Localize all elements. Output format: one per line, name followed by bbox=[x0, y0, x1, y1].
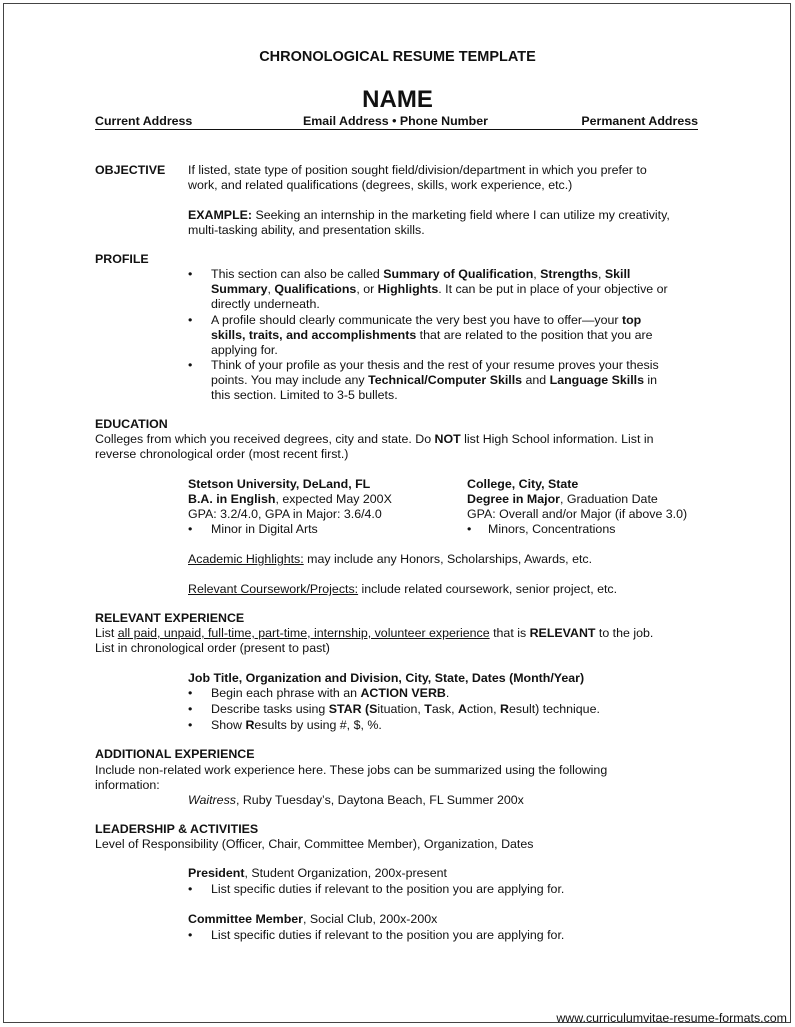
relevant-coursework: Relevant Coursework/Projects: include related coursework, senior project, etc. bbox=[188, 582, 618, 596]
objective-line: work, and related qualifications (degrees, skills, work experience, etc.) bbox=[188, 178, 573, 192]
school-right: College, City, State bbox=[467, 477, 579, 491]
additional-job: Waitress, Ruby Tuesday’s, Daytona Beach, FL Summer 200x bbox=[188, 793, 524, 807]
leadership-bullet-text: List specific duties if relevant to the position you are applying for. bbox=[211, 882, 565, 896]
leadership-role: Committee Member, Social Club, 200x-200x bbox=[188, 912, 438, 926]
bullet-icon: • bbox=[467, 522, 472, 536]
additional-experience-heading: ADDITIONAL EXPERIENCE bbox=[95, 747, 255, 761]
profile-bullet-text: points. You may include any Technical/Computer Skills and Language Skills in bbox=[211, 373, 658, 387]
profile-bullet-text: skills, traits, and accomplishments that are related to the position that you are bbox=[211, 328, 653, 342]
bullet-icon: • bbox=[188, 928, 193, 942]
leadership-heading: LEADERSHIP & ACTIVITIES bbox=[95, 822, 259, 836]
email-phone: Email Address • Phone Number bbox=[303, 114, 488, 128]
profile-bullet-text: directly underneath. bbox=[211, 297, 320, 311]
degree-left: B.A. in English, expected May 200X bbox=[188, 492, 392, 506]
academic-highlights: Academic Highlights: may include any Honors, Scholarships, Awards, etc. bbox=[188, 552, 593, 566]
profile-bullet-text: This section can also be called Summary of Qualification, Strengths, Skill bbox=[211, 267, 631, 281]
objective-line: If listed, state type of position sought field/division/department in which you prefer to bbox=[188, 163, 647, 177]
relevant-bullet-text: Show Results by using #, $, %. bbox=[211, 718, 382, 732]
current-address: Current Address bbox=[95, 114, 193, 128]
profile-bullet-text: Summary, Qualifications, or Highlights. It can be put in place of your objective or bbox=[211, 282, 668, 296]
relevant-bullet-text: Describe tasks using STAR (Situation, Task, Action, Result) technique. bbox=[211, 702, 600, 716]
profile-bullet-text: Think of your profile as your thesis and the rest of your resume proves your thesis bbox=[211, 358, 659, 372]
profile-bullet-text: this section. Limited to 3-5 bullets. bbox=[211, 388, 398, 402]
minor-left: Minor in Digital Arts bbox=[211, 522, 318, 536]
job-title: Job Title, Organization and Division, City, State, Dates (Month/Year) bbox=[188, 671, 585, 685]
relevant-experience-heading: RELEVANT EXPERIENCE bbox=[95, 611, 245, 625]
permanent-address: Permanent Address bbox=[581, 114, 698, 128]
bullet-icon: • bbox=[188, 522, 193, 536]
education-intro: Colleges from which you received degrees, city and state. Do NOT list High School information. List in bbox=[95, 432, 654, 446]
document-title: CHRONOLOGICAL RESUME TEMPLATE bbox=[259, 49, 536, 65]
profile-heading: PROFILE bbox=[95, 252, 149, 266]
leadership-role: President, Student Organization, 200x-present bbox=[188, 866, 447, 880]
relevant-bullet-text: Begin each phrase with an ACTION VERB. bbox=[211, 686, 450, 700]
profile-bullet-text: A profile should clearly communicate the very best you have to offer—your top bbox=[211, 313, 642, 327]
bullet-icon: • bbox=[188, 718, 193, 732]
objective-example: EXAMPLE: Seeking an internship in the marketing field where I can utilize my creativity, bbox=[188, 208, 670, 222]
education-heading: EDUCATION bbox=[95, 417, 168, 431]
resume-name: NAME bbox=[362, 86, 433, 113]
bullet-icon: • bbox=[188, 882, 193, 896]
leadership-bullet-text: List specific duties if relevant to the position you are applying for. bbox=[211, 928, 565, 942]
additional-intro: information: bbox=[95, 778, 160, 792]
contact-bar bbox=[95, 114, 698, 130]
bullet-icon: • bbox=[188, 267, 193, 281]
degree-right: Degree in Major, Graduation Date bbox=[467, 492, 658, 506]
profile-bullet-text: applying for. bbox=[211, 343, 278, 357]
gpa-left: GPA: 3.2/4.0, GPA in Major: 3.6/4.0 bbox=[188, 507, 382, 521]
education-intro: reverse chronological order (most recent first.) bbox=[95, 447, 349, 461]
relevant-intro: List all paid, unpaid, full-time, part-time, internship, volunteer experience that is RELEVANT to the job. bbox=[95, 626, 654, 640]
objective-heading: OBJECTIVE bbox=[95, 163, 166, 177]
bullet-icon: • bbox=[188, 702, 193, 716]
minor-right: Minors, Concentrations bbox=[488, 522, 616, 536]
additional-intro: Include non-related work experience here. These jobs can be summarized using the following bbox=[95, 763, 608, 777]
bullet-icon: • bbox=[188, 313, 193, 327]
bullet-icon: • bbox=[188, 686, 193, 700]
leadership-intro: Level of Responsibility (Officer, Chair, Committee Member), Organization, Dates bbox=[95, 837, 534, 851]
example-label: EXAMPLE: bbox=[188, 208, 253, 222]
gpa-right: GPA: Overall and/or Major (if above 3.0) bbox=[467, 507, 688, 521]
objective-example: multi-tasking ability, and presentation skills. bbox=[188, 223, 425, 237]
bullet-icon: • bbox=[188, 358, 193, 372]
school-left: Stetson University, DeLand, FL bbox=[188, 477, 371, 491]
footer-url: www.curriculumvitae-resume-formats.com bbox=[556, 1011, 787, 1025]
relevant-intro: List in chronological order (present to past) bbox=[95, 641, 330, 655]
